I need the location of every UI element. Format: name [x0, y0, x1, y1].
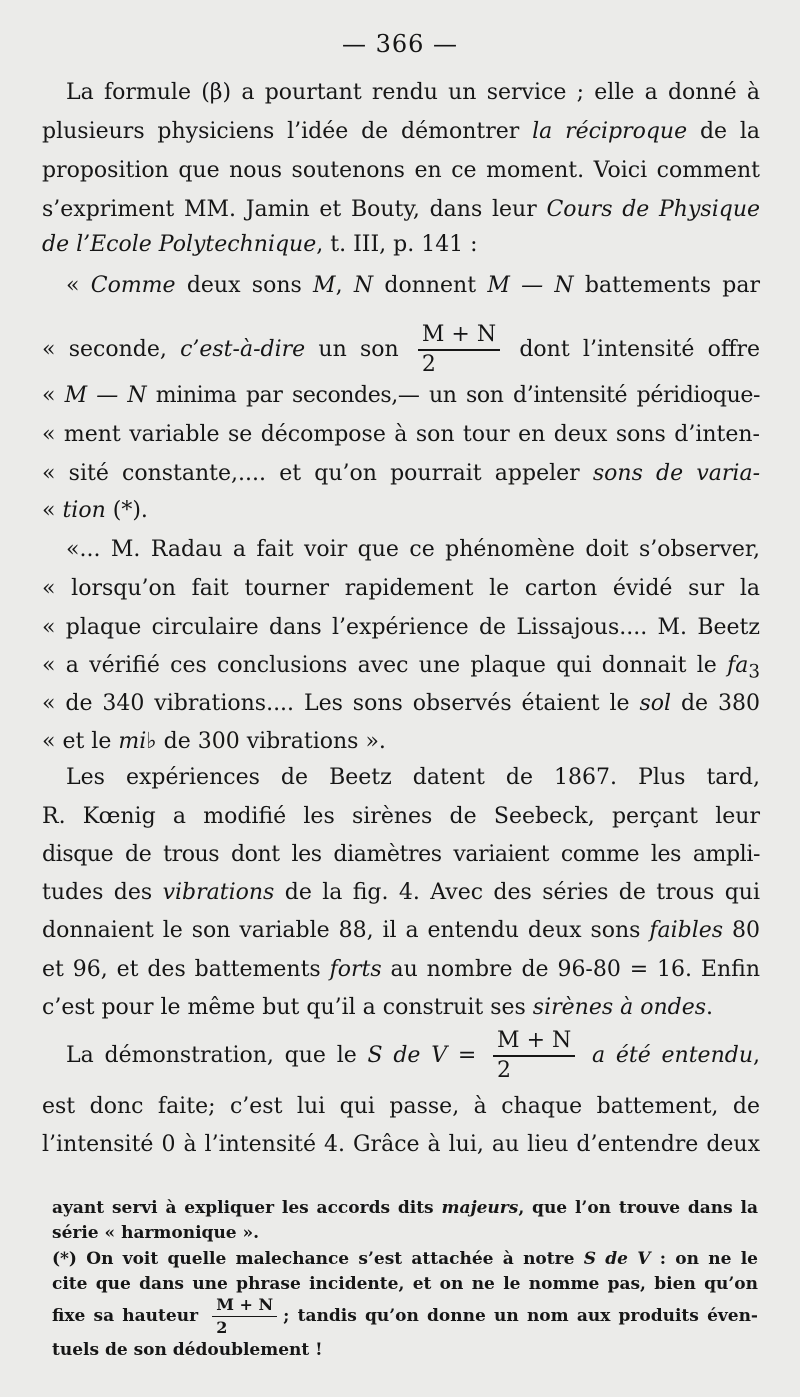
text-line: c’est pour le même but qu’il a construit ses sirènes à ondes. [42, 995, 714, 1020]
text-line: de l’Ecole Polytechnique, t. III, p. 141 : [42, 232, 478, 257]
text-line: La formule (β) a pourtant rendu un service ; elle a donné à [66, 80, 760, 105]
fraction: $\frac{M + N}{2}$ [418, 324, 500, 376]
text-line: est donc faite; c’est lui qui passe, à chaque battement, de [42, 1094, 760, 1119]
text-line: La démonstration, que le S de V = $\frac{M + N}{2}$ a été entendu, [66, 1028, 760, 1083]
text-line: plusieurs physiciens l’idée de démontrer la réciproque de la [42, 119, 761, 144]
text-line: Les expériences de Beetz datent de 1867. Plus tard, [66, 765, 760, 790]
text-line: proposition que nous soutenons en ce moment. Voici comment [42, 158, 760, 183]
quote-line: « tion (*). [42, 498, 148, 523]
quote-line: «... M. Radau a fait voir que ce phénomène doit s’observer, [66, 537, 760, 562]
text-line: disque de trous dont les diamètres variaient comme les ampli- [42, 842, 760, 867]
quote-line: « M — N minima par secondes,— un son d’intensité péridioque- [42, 383, 761, 408]
text-line: l’intensité 0 à l’intensité 4. Grâce à lui, au lieu d’entendre deux [42, 1132, 760, 1157]
fraction: $\frac{M + N}{2}$ [212, 1297, 277, 1336]
text-line: R. Kœnig a modifié les sirènes de Seebeck, perçant leur [42, 804, 760, 829]
quote-line: « plaque circulaire dans l’expérience de Lissajous.... M. Beetz [42, 615, 760, 640]
footnote-line: cite que dans une phrase incidente, et on ne le nomme pas, bien qu’on [52, 1274, 758, 1294]
text-line: s’expriment MM. Jamin et Bouty, dans leur Cours de Physique [42, 197, 761, 222]
quote-line: « et le mi♭ de 300 vibrations ». [42, 729, 386, 754]
quote-line: « ment variable se décompose à son tour en deux sons d’inten- [42, 422, 760, 447]
footnote-line: fixe sa hauteur $\frac{M + N}{2}$ ; tandis qu’on donne un nom aux produits éven- [52, 1295, 758, 1337]
quote-line: « Comme deux sons M, N donnent M — N battements par [66, 273, 760, 298]
footnote-line: ayant servi à expliquer les accords dits majeurs, que l’on trouve dans la [52, 1198, 758, 1218]
quote-line: « seconde, c’est-à-dire un son $\frac{M + N}{2}$ dont l’intensité offre [42, 322, 760, 377]
page-number: — 366 — [341, 30, 459, 58]
quote-line: « sité constante,.... et qu’on pourrait appeler sons de varia- [42, 461, 760, 486]
quote-line: « a vérifié ces conclusions avec une plaque qui donnait le $fa_3$ [42, 653, 760, 683]
quote-line: « de 340 vibrations.... Les sons observés étaient le sol de 380 [42, 691, 760, 716]
quote-line: « lorsqu’on fait tourner rapidement le carton évidé sur la [42, 576, 760, 601]
text-line: tudes des vibrations de la fig. 4. Avec des séries de trous qui [42, 880, 760, 905]
footnote-line: tuels de son dédoublement ! [52, 1340, 323, 1360]
footnote-line: (*) On voit quelle malechance s’est attachée à notre S de V : on ne le [52, 1249, 758, 1269]
fraction: $\frac{M + N}{2}$ [493, 1030, 575, 1082]
text-line: et 96, et des battements forts au nombre de 96-80 = 16. Enfin [42, 957, 760, 982]
footnote-line: série « harmonique ». [52, 1223, 260, 1243]
text-line: donnaient le son variable 88, il a entendu deux sons faibles 80 [42, 918, 760, 943]
